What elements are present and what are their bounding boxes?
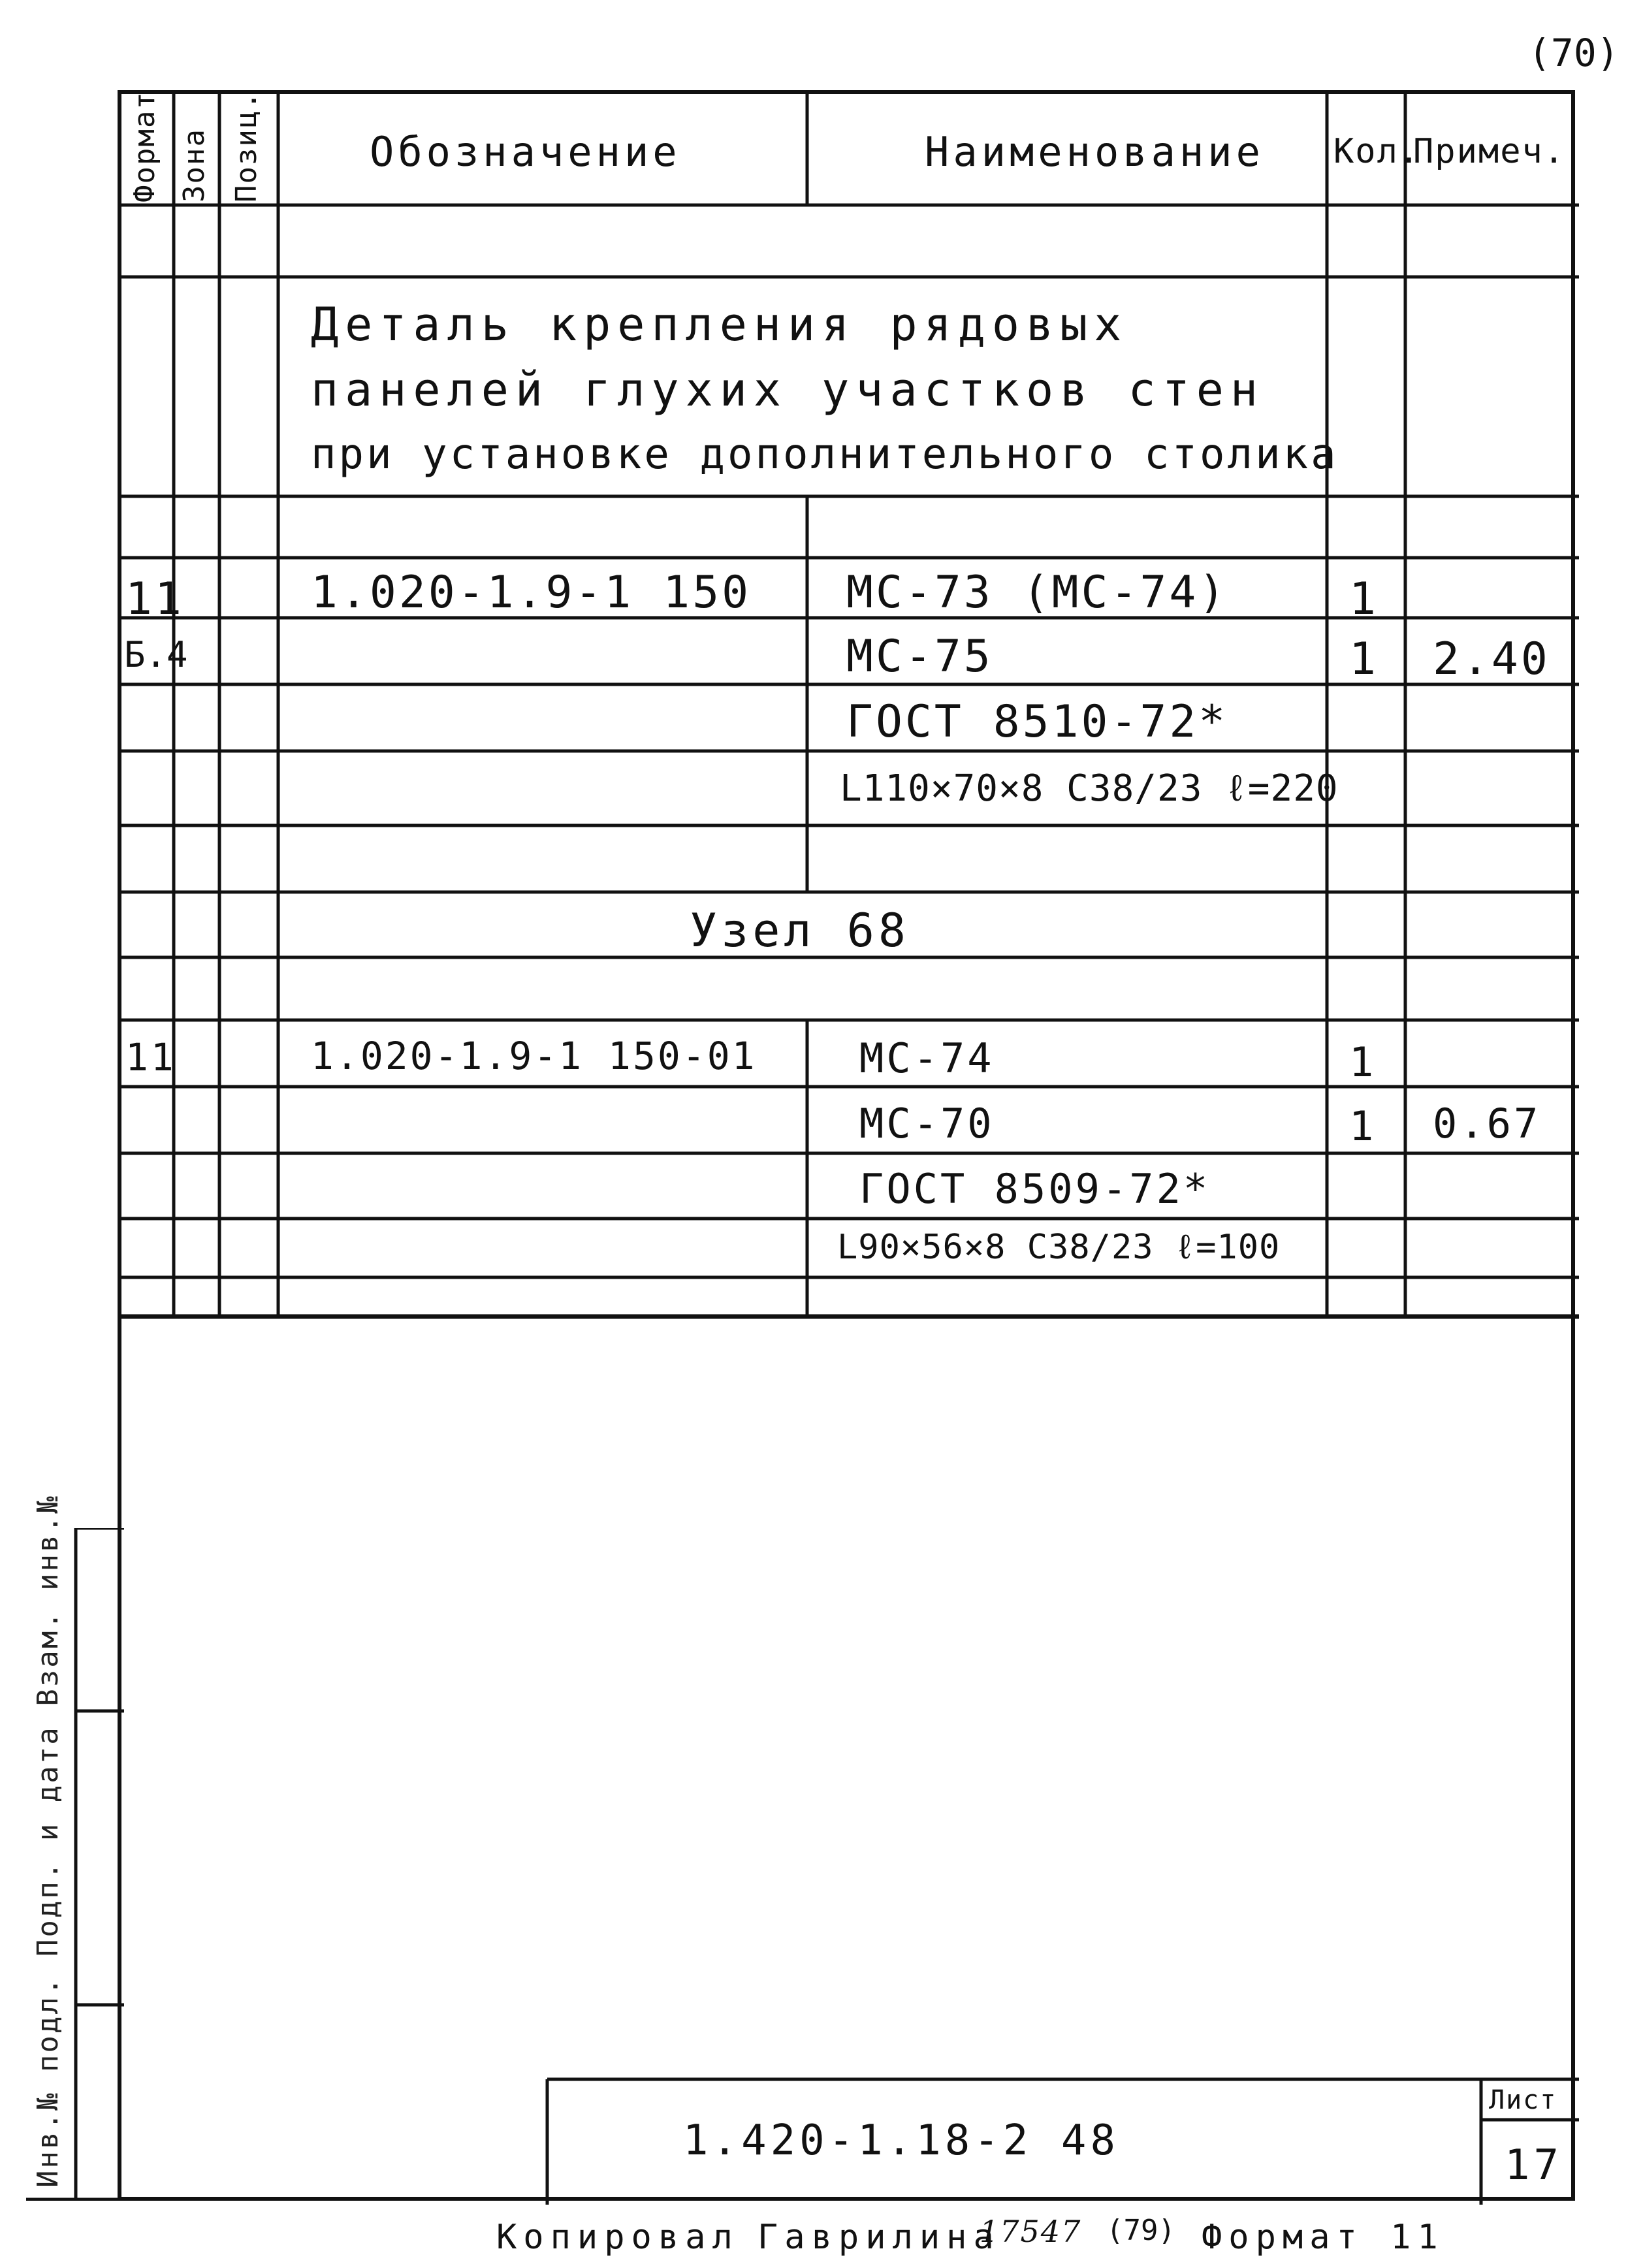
document-code: 1.420-1.18-2 48 xyxy=(683,2116,1119,2165)
footer-copied: Копировал xyxy=(496,2218,739,2257)
node-label: Узел 68 xyxy=(690,904,910,957)
header-note: Примеч. xyxy=(1413,132,1566,171)
header-designation: Обозначение xyxy=(370,128,681,176)
corner-mark: (70) xyxy=(1528,31,1619,75)
header-zone: Зона xyxy=(178,128,211,202)
footer-number: 17547 xyxy=(980,2214,1082,2249)
table-row-format: 11 xyxy=(125,573,184,625)
table-row-name: МС-70 xyxy=(859,1100,995,1147)
header-position: Позиц. xyxy=(230,91,263,202)
table-row-name: L110×70×8 С38/23 ℓ=220 xyxy=(840,767,1339,810)
table-row-qty: 1 xyxy=(1349,633,1379,685)
table-row-name: ГОСТ 8509-72* xyxy=(859,1165,1211,1213)
section-title-line-3: при установке дополнительного столика xyxy=(311,430,1339,479)
table-row-designation: 1.020-1.9-1 150-01 xyxy=(311,1034,757,1078)
footer-format: Формат 11 xyxy=(1202,2218,1444,2257)
header-quantity: Кол. xyxy=(1333,132,1421,171)
table-row-name: L90×56×8 С38/23 ℓ=100 xyxy=(837,1228,1281,1267)
table-row-qty: 1 xyxy=(1349,573,1379,625)
table-row-name: МС-73 (МС-74) xyxy=(846,567,1228,618)
sheet-label: Лист xyxy=(1489,2085,1557,2115)
table-row-note: 2.40 xyxy=(1433,633,1550,685)
table-row-name: ГОСТ 8510-72* xyxy=(846,696,1228,748)
table-row-format: 11 xyxy=(125,1035,176,1079)
header-format: Формат xyxy=(128,91,161,202)
footer-circled: (79) xyxy=(1106,2214,1175,2247)
table-row-name: МС-74 xyxy=(859,1034,995,1082)
table-row-designation: 1.020-1.9-1 150 xyxy=(311,567,752,618)
table-row-note: 0.67 xyxy=(1433,1100,1541,1147)
side-stamp-labels: Инв.№ подл. Подп. и дата Взам. инв.№ xyxy=(31,1494,65,2188)
table-row-format: Б.4 xyxy=(124,634,188,675)
header-name: Наименование xyxy=(925,128,1264,176)
section-title-line-2: панелей глухих участков стен xyxy=(311,363,1265,417)
specification-sheet xyxy=(118,90,1575,2201)
footer-name: Гаврилина xyxy=(758,2218,1000,2257)
sheet-number: 17 xyxy=(1505,2141,1563,2190)
section-title-line-1: Деталь крепления рядовых xyxy=(311,298,1128,351)
table-row-qty: 1 xyxy=(1349,1038,1377,1086)
table-row-qty: 1 xyxy=(1349,1102,1377,1150)
table-row-name: МС-75 xyxy=(846,631,993,682)
